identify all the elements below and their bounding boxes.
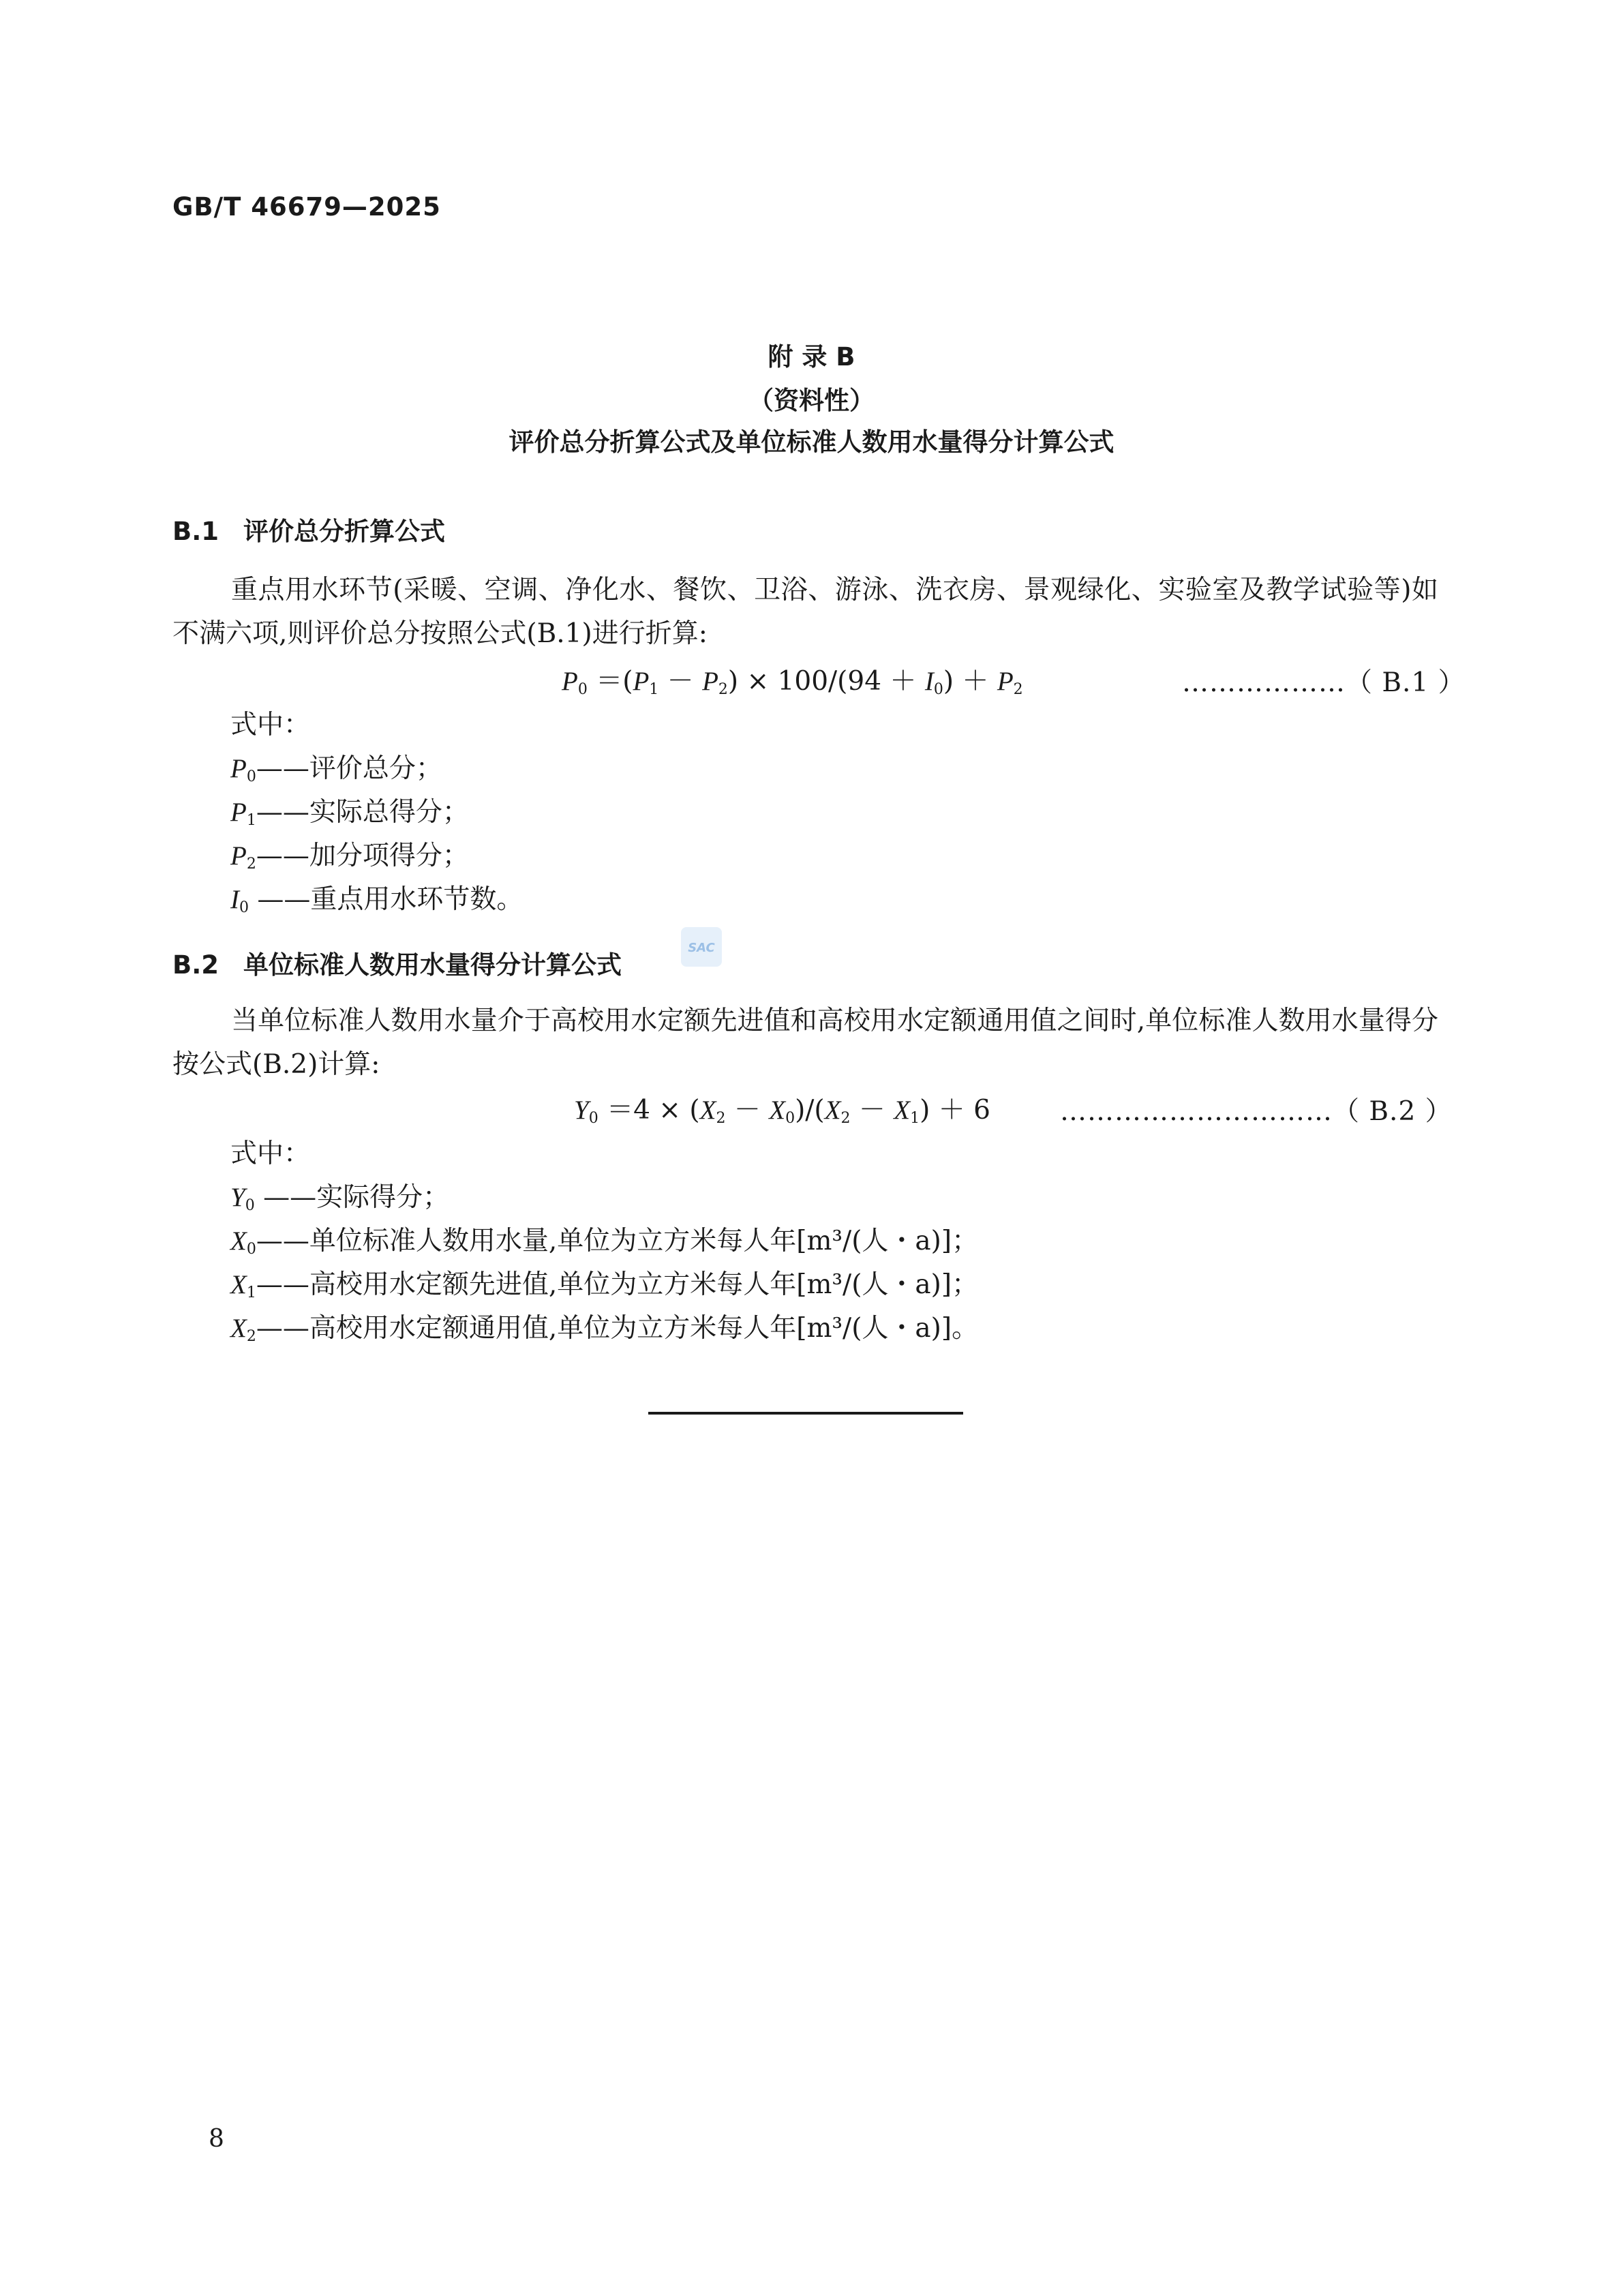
watermark-text: SAC xyxy=(688,941,715,955)
variable-definition: $Y_0$ ——实际得分； xyxy=(230,1182,450,1214)
section-heading-b1 xyxy=(172,511,445,547)
variable-definition: $X_0——$单位标准人数用水量,单位为立方米每人年[m³/(人・a)]； xyxy=(230,1226,979,1258)
annex-title: 附 录 B xyxy=(768,342,855,372)
where-label: 式中： xyxy=(230,710,311,740)
annex-nature: （资料性） xyxy=(748,386,875,415)
variable-definition: $I_0$ ——重点用水环节数。 xyxy=(230,884,524,916)
variable-definition: $P_2——$加分项得分； xyxy=(230,841,469,873)
page-number: 8 xyxy=(209,2125,224,2153)
equation-b2: $Y_0 =4 \times (X_2 - X_0)/(X_2 - X_1) + 6$ xyxy=(574,1095,990,1127)
annex-name: 评价总分折算公式及单位标准人数用水量得分计算公式 xyxy=(509,427,1114,457)
variable-definition: $X_2——$高校用水定额通用值,单位为立方米每人年[m³/(人・a)]。 xyxy=(230,1313,979,1345)
section-heading-b2 xyxy=(172,944,622,981)
section-title: 单位标准人数用水量得分计算公式 xyxy=(243,950,622,980)
paragraph-b1: 重点用水环节(采暖、空调、净化水、餐饮、卫浴、游泳、洗衣房、景观绿化、实验室及教学试验等)如不满六项,则评价总分按照公式(B.1)进行折算: xyxy=(172,575,1438,649)
equation-b1: $P_0 =(P_1 - P_2) \times 100/(94 + I_0) + P_2$ xyxy=(562,666,1023,698)
variable-definition: $P_1——$实际总得分； xyxy=(230,797,469,829)
equation-number-b1: ………………（ B.1 ） xyxy=(1182,667,1466,698)
end-rule xyxy=(648,1412,963,1415)
sac-watermark-icon xyxy=(680,926,723,968)
variable-definition: $X_1——$高校用水定额先进值,单位为立方米每人年[m³/(人・a)]； xyxy=(230,1269,979,1301)
paragraph-b2: 当单位标准人数用水量介于高校用水定额先进值和高校用水定额通用值之间时,单位标准人数用水量得分按公式(B.2)计算: xyxy=(172,1006,1438,1080)
section-title: 评价总分折算公式 xyxy=(243,517,445,546)
where-label: 式中： xyxy=(230,1138,311,1169)
standard-id: GB/T 46679—2025 xyxy=(172,192,441,222)
section-number: B.1 xyxy=(172,517,219,546)
equation-number-b2: …………………………（ B.2 ） xyxy=(1060,1096,1453,1127)
variable-definition: $P_0——$评价总分； xyxy=(230,753,442,785)
section-number: B.2 xyxy=(172,950,219,980)
